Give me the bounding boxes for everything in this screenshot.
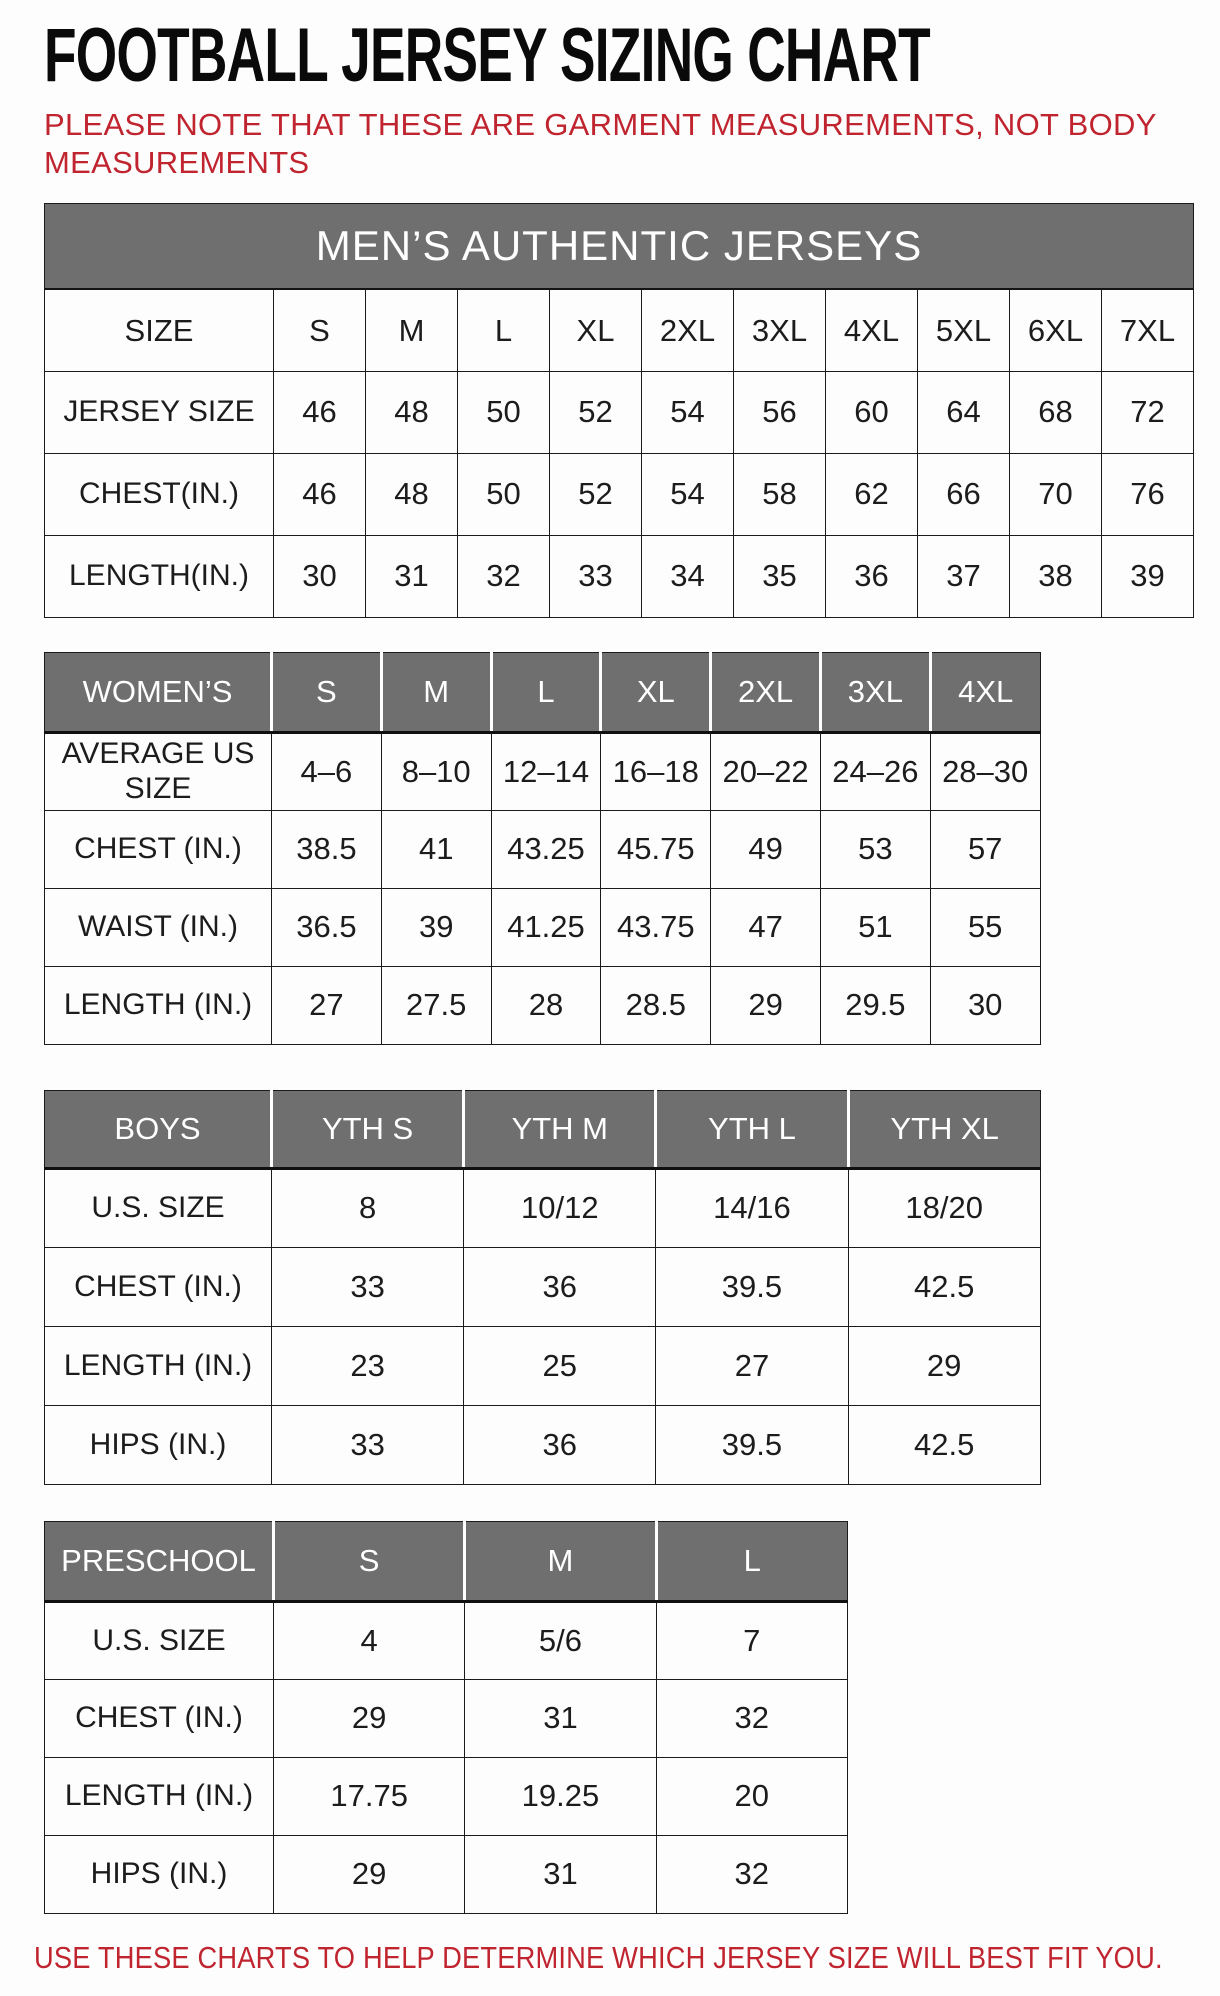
preschool-row-label: LENGTH (IN.) (45, 1757, 274, 1835)
womens-data-row (45, 966, 1041, 1044)
preschool-value-cell: 4 (274, 1601, 465, 1679)
womens-value-cell: 45.75 (601, 810, 711, 888)
boys-data-row (45, 1168, 1041, 1247)
mens-table-title: MEN’S AUTHENTIC JERSEYS (45, 203, 1194, 289)
womens-value-cell: 55 (930, 888, 1040, 966)
preschool-data-row (45, 1679, 848, 1757)
womens-column-header: L (491, 652, 601, 732)
mens-column-header: 3XL (734, 289, 826, 371)
note-line-1: PLEASE NOTE THAT THESE ARE GARMENT MEASUREMENTS, NOT BODY (44, 107, 1157, 143)
womens-value-cell: 30 (930, 966, 1040, 1044)
boys-value-cell: 8 (272, 1168, 464, 1247)
footer-note: USE THESE CHARTS TO HELP DETERMINE WHICH JERSEY SIZE WILL BEST FIT YOU. (34, 1939, 1163, 1975)
preschool-value-cell: 17.75 (274, 1757, 465, 1835)
boys-value-cell: 10/12 (464, 1168, 656, 1247)
womens-value-cell: 16–18 (601, 732, 711, 810)
mens-value-cell: 56 (734, 371, 826, 453)
womens-value-cell: 12–14 (491, 732, 601, 810)
preschool-row-label: CHEST (IN.) (45, 1679, 274, 1757)
preschool-value-cell: 29 (274, 1835, 465, 1913)
mens-value-cell: 58 (734, 453, 826, 535)
womens-value-cell: 24–26 (820, 732, 930, 810)
mens-value-cell: 50 (458, 371, 550, 453)
preschool-sizing-table (44, 1521, 848, 1914)
womens-value-cell: 29.5 (820, 966, 930, 1044)
boys-column-header: YTH XL (848, 1090, 1040, 1168)
preschool-header-row (45, 1521, 848, 1601)
mens-value-cell: 72 (1102, 371, 1194, 453)
preschool-column-header: PRESCHOOL (45, 1521, 274, 1601)
womens-value-cell: 51 (820, 888, 930, 966)
boys-value-cell: 29 (848, 1326, 1040, 1405)
womens-value-cell: 41 (381, 810, 491, 888)
page-title: FOOTBALL JERSEY SIZING CHART (44, 13, 930, 98)
boys-value-cell: 42.5 (848, 1247, 1040, 1326)
preschool-column-header: S (274, 1521, 465, 1601)
preschool-value-cell: 7 (656, 1601, 847, 1679)
boys-data-row (45, 1326, 1041, 1405)
boys-row-label: HIPS (IN.) (45, 1405, 272, 1484)
womens-value-cell: 38.5 (272, 810, 382, 888)
mens-value-cell: 64 (918, 371, 1010, 453)
preschool-column-header: M (465, 1521, 656, 1601)
mens-value-cell: 62 (826, 453, 918, 535)
womens-header-row (45, 652, 1041, 732)
womens-column-header: 2XL (711, 652, 821, 732)
preschool-row-label: U.S. SIZE (45, 1601, 274, 1679)
mens-row-label: CHEST(IN.) (45, 453, 274, 535)
boys-value-cell: 39.5 (656, 1247, 848, 1326)
preschool-value-cell: 32 (656, 1835, 847, 1913)
preschool-value-cell: 5/6 (465, 1601, 656, 1679)
boys-value-cell: 27 (656, 1326, 848, 1405)
mens-value-cell: 32 (458, 535, 550, 617)
mens-value-cell: 38 (1010, 535, 1102, 617)
preschool-value-cell: 20 (656, 1757, 847, 1835)
mens-data-row (45, 535, 1194, 617)
mens-column-header: 7XL (1102, 289, 1194, 371)
boys-column-header: YTH S (272, 1090, 464, 1168)
sizing-chart-page (0, 13, 1220, 1996)
mens-column-header: XL (550, 289, 642, 371)
mens-value-cell: 68 (1010, 371, 1102, 453)
womens-value-cell: 28–30 (930, 732, 1040, 810)
womens-column-header: S (272, 652, 382, 732)
womens-value-cell: 36.5 (272, 888, 382, 966)
preschool-value-cell: 31 (465, 1835, 656, 1913)
mens-value-cell: 54 (642, 453, 734, 535)
womens-data-row (45, 732, 1041, 810)
boys-column-header: YTH L (656, 1090, 848, 1168)
mens-value-cell: 54 (642, 371, 734, 453)
mens-column-header: 2XL (642, 289, 734, 371)
preschool-data-row (45, 1601, 848, 1679)
preschool-value-cell: 32 (656, 1679, 847, 1757)
mens-column-header: L (458, 289, 550, 371)
boys-value-cell: 39.5 (656, 1405, 848, 1484)
mens-row-label: LENGTH(IN.) (45, 535, 274, 617)
womens-value-cell: 53 (820, 810, 930, 888)
boys-value-cell: 33 (272, 1247, 464, 1326)
boys-row-label: CHEST (IN.) (45, 1247, 272, 1326)
mens-value-cell: 35 (734, 535, 826, 617)
mens-column-header: S (274, 289, 366, 371)
womens-column-header: M (381, 652, 491, 732)
boys-value-cell: 25 (464, 1326, 656, 1405)
preschool-column-header: L (656, 1521, 847, 1601)
mens-column-header: SIZE (45, 289, 274, 371)
mens-value-cell: 33 (550, 535, 642, 617)
boys-value-cell: 23 (272, 1326, 464, 1405)
womens-value-cell: 8–10 (381, 732, 491, 810)
womens-column-header: WOMEN’S (45, 652, 272, 732)
mens-value-cell: 60 (826, 371, 918, 453)
mens-column-header: M (366, 289, 458, 371)
garment-measurements-note (44, 106, 1220, 180)
boys-sizing-table (44, 1090, 1041, 1485)
mens-value-cell: 76 (1102, 453, 1194, 535)
mens-value-cell: 52 (550, 453, 642, 535)
preschool-data-row (45, 1835, 848, 1913)
womens-data-row (45, 810, 1041, 888)
boys-data-row (45, 1247, 1041, 1326)
womens-value-cell: 28 (491, 966, 601, 1044)
mens-value-cell: 37 (918, 535, 1010, 617)
womens-value-cell: 57 (930, 810, 1040, 888)
womens-sizing-table (44, 652, 1041, 1045)
mens-authentic-jerseys-table (44, 203, 1194, 618)
boys-value-cell: 18/20 (848, 1168, 1040, 1247)
mens-value-cell: 52 (550, 371, 642, 453)
mens-column-header: 5XL (918, 289, 1010, 371)
mens-value-cell: 30 (274, 535, 366, 617)
preschool-row-label: HIPS (IN.) (45, 1835, 274, 1913)
note-line-2: MEASUREMENTS (44, 144, 310, 180)
womens-value-cell: 49 (711, 810, 821, 888)
mens-value-cell: 31 (366, 535, 458, 617)
boys-column-header: YTH M (464, 1090, 656, 1168)
mens-value-cell: 48 (366, 453, 458, 535)
womens-data-row (45, 888, 1041, 966)
womens-value-cell: 43.25 (491, 810, 601, 888)
womens-column-header: 3XL (820, 652, 930, 732)
mens-value-cell: 36 (826, 535, 918, 617)
womens-row-label: WAIST (IN.) (45, 888, 272, 966)
womens-value-cell: 4–6 (272, 732, 382, 810)
boys-header-row (45, 1090, 1041, 1168)
womens-value-cell: 43.75 (601, 888, 711, 966)
mens-value-cell: 70 (1010, 453, 1102, 535)
boys-value-cell: 42.5 (848, 1405, 1040, 1484)
womens-value-cell: 39 (381, 888, 491, 966)
womens-row-label: CHEST (IN.) (45, 810, 272, 888)
mens-value-cell: 66 (918, 453, 1010, 535)
womens-value-cell: 20–22 (711, 732, 821, 810)
mens-data-row (45, 371, 1194, 453)
mens-data-row (45, 453, 1194, 535)
womens-row-label: LENGTH (IN.) (45, 966, 272, 1044)
womens-value-cell: 29 (711, 966, 821, 1044)
mens-column-header: 6XL (1010, 289, 1102, 371)
womens-value-cell: 27.5 (381, 966, 491, 1044)
womens-value-cell: 27 (272, 966, 382, 1044)
preschool-value-cell: 19.25 (465, 1757, 656, 1835)
womens-column-header: 4XL (930, 652, 1040, 732)
mens-value-cell: 39 (1102, 535, 1194, 617)
boys-value-cell: 14/16 (656, 1168, 848, 1247)
womens-column-header: XL (601, 652, 711, 732)
mens-column-header: 4XL (826, 289, 918, 371)
mens-row-label: JERSEY SIZE (45, 371, 274, 453)
womens-value-cell: 47 (711, 888, 821, 966)
boys-value-cell: 36 (464, 1405, 656, 1484)
boys-row-label: LENGTH (IN.) (45, 1326, 272, 1405)
preschool-value-cell: 31 (465, 1679, 656, 1757)
boys-row-label: U.S. SIZE (45, 1168, 272, 1247)
mens-value-cell: 46 (274, 453, 366, 535)
mens-table-title-row (45, 203, 1194, 289)
womens-value-cell: 28.5 (601, 966, 711, 1044)
preschool-data-row (45, 1757, 848, 1835)
boys-column-header: BOYS (45, 1090, 272, 1168)
boys-data-row (45, 1405, 1041, 1484)
mens-header-row (45, 289, 1194, 371)
mens-value-cell: 34 (642, 535, 734, 617)
boys-value-cell: 33 (272, 1405, 464, 1484)
mens-value-cell: 48 (366, 371, 458, 453)
mens-value-cell: 46 (274, 371, 366, 453)
womens-row-label: AVERAGE US SIZE (45, 732, 272, 810)
mens-value-cell: 50 (458, 453, 550, 535)
boys-value-cell: 36 (464, 1247, 656, 1326)
preschool-value-cell: 29 (274, 1679, 465, 1757)
womens-value-cell: 41.25 (491, 888, 601, 966)
